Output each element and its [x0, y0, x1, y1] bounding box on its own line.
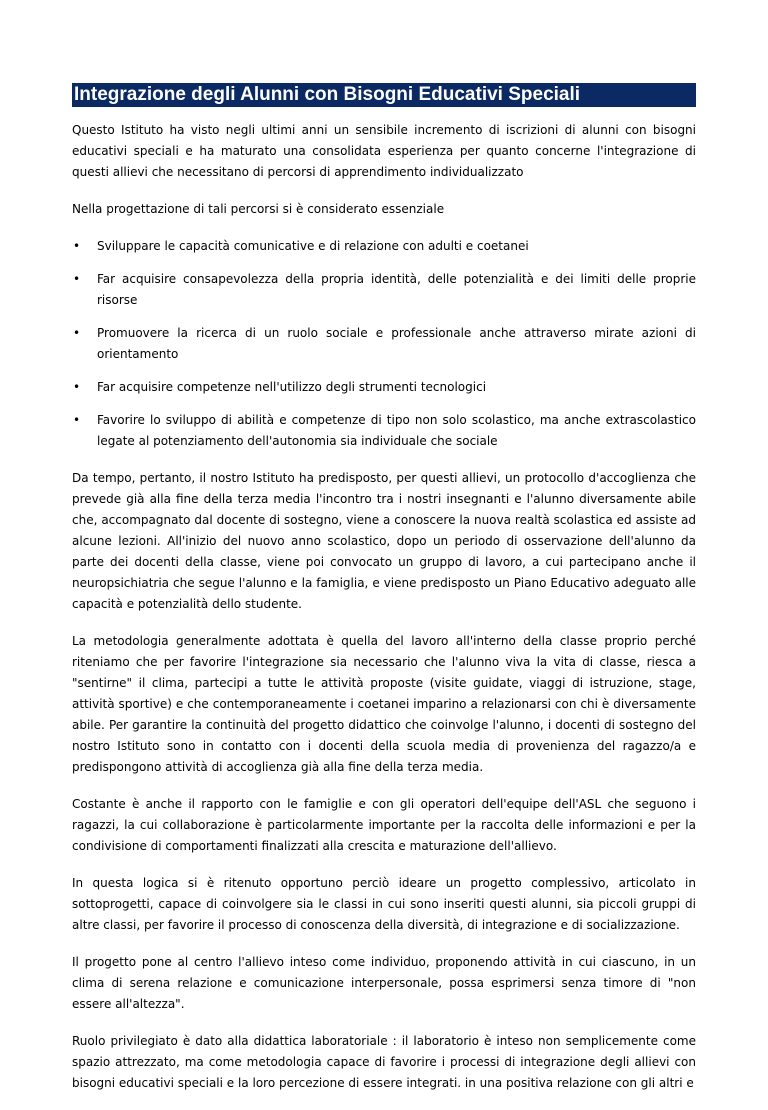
list-item [72, 377, 696, 398]
page-title: Integrazione degli Alunni con Bisogni Educativi Speciali [72, 83, 696, 107]
list-item-text: Favorire lo sviluppo di abilità e competenze di tipo non solo scolastico, ma anche extrascolastico legate al potenziamento dell'autonomia sia individuale che sociale [97, 413, 696, 448]
list-item [72, 236, 696, 257]
list-item-text: Far acquisire competenze nell'utilizzo degli strumenti tecnologici [97, 380, 487, 394]
list-item-text: Sviluppare le capacità comunicative e di relazione con adulti e coetanei [97, 239, 529, 253]
body-paragraph: Il progetto pone al centro l'allievo inteso come individuo, proponendo attività in cui ciascuno, in un clima di serena relazione e comunicazione interpersonale, possa esprimersi senza timore di "non essere all'altezza". [72, 955, 696, 1011]
body-paragraph: La metodologia generalmente adottata è quella del lavoro all'interno della classe proprio perché riteniamo che per favorire l'integrazione sia necessario che l'alunno viva la vita di classe, riesca a "sentirne" il clima, partecipi a tutte le attività proposte (visite guidate, viaggi di istruzione, stage, attività sportive) e che contemporaneamente i coetanei imparino a relazionarsi con chi è diversamente abile. Per garantire la continuità del progetto didattico che coinvolge l'alunno, i docenti di sostegno del nostro Istituto sono in contatto con i docenti della scuola media di provenienza del ragazzo/a e predispongono attività di accoglienza già alla fine della terza media. [72, 634, 696, 774]
body-paragraph: Ruolo privilegiato è dato alla didattica laboratoriale : il laboratorio è inteso non semplicemente come spazio attrezzato, ma come metodologia capace di favorire i processi di integrazione degli allievi con bisogni educativi speciali e la loro percezione di essere integrati. in una positiva relazione con gli altri e [72, 1034, 696, 1090]
goals-list [72, 236, 696, 452]
list-item [72, 323, 696, 365]
list-item-text: Far acquisire consapevolezza della propria identità, delle potenzialità e dei limiti delle proprie risorse [97, 272, 696, 307]
list-item-text: Promuovere la ricerca di un ruolo sociale e professionale anche attraverso mirate azioni di orientamento [97, 326, 696, 361]
document-page [72, 83, 696, 1110]
bullet-icon: • [73, 272, 81, 286]
list-item [72, 269, 696, 311]
list-item [72, 410, 696, 452]
body-paragraph: In questa logica si è ritenuto opportuno perciò ideare un progetto complessivo, articolato in sottoprogetti, capace di coinvolgere sia le classi in cui sono inseriti questi alunni, sia piccoli gruppi di altre classi, per favorire il processo di conoscenza della diversità, di integrazione e di socializzazione. [72, 876, 696, 932]
lead-paragraph: Nella progettazione di tali percorsi si è considerato essenziale [72, 202, 445, 216]
intro-paragraph: Questo Istituto ha visto negli ultimi anni un sensibile incremento di iscrizioni di alunni con bisogni educativi speciali e ha maturato una consolidata esperienza per quanto concerne l'integrazione di questi allievi che necessitano di percorsi di apprendimento individualizzato [72, 123, 696, 179]
bullet-icon: • [73, 413, 81, 427]
body-paragraph: Costante è anche il rapporto con le famiglie e con gli operatori dell'equipe dell'ASL che seguono i ragazzi, la cui collaborazione è particolarmente importante per la raccolta delle informazioni e per la condivisione di comportamenti finalizzati alla crescita e maturazione dell'allievo. [72, 797, 696, 853]
bullet-icon: • [73, 326, 81, 340]
bullet-icon: • [73, 239, 81, 253]
body-paragraph: Da tempo, pertanto, il nostro Istituto ha predisposto, per questi allievi, un protocollo d'accoglienza che prevede già alla fine della terza media l'incontro tra i nostri insegnanti e l'alunno diversamente abile che, accompagnato dal docente di sostegno, viene a conoscere la nuova realtà scolastica ed assiste ad alcune lezioni. All'inizio del nuovo anno scolastico, dopo un periodo di osservazione dell'alunno da parte dei docenti della classe, viene poi convocato un gruppo di lavoro, a cui partecipano anche il neuropsichiatria che segue l'alunno e la famiglia, e viene predisposto un Piano Educativo adeguato alle capacità e potenzialità dello studente. [72, 471, 696, 611]
bullet-icon: • [73, 380, 81, 394]
